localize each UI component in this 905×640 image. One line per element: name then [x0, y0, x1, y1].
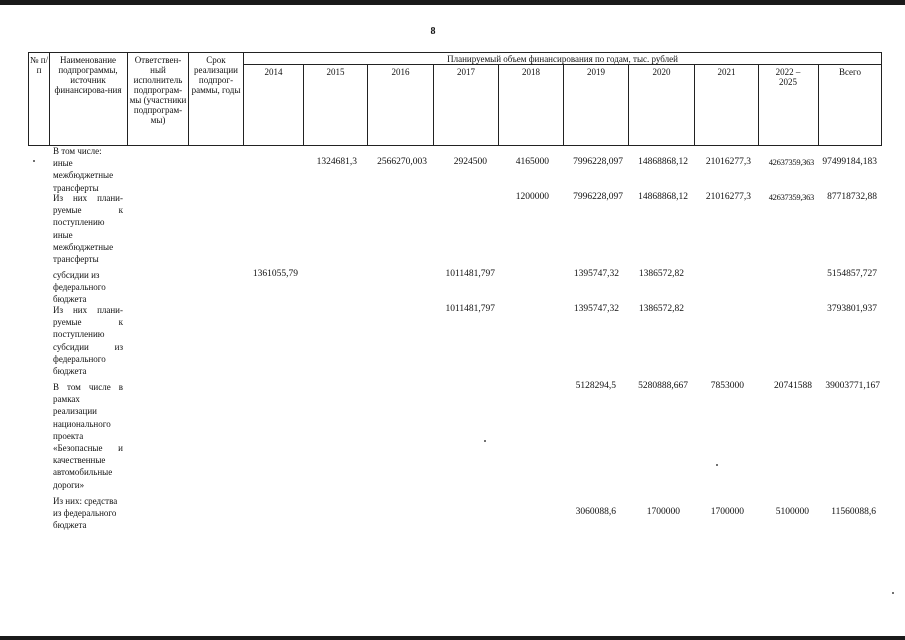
table-cell: 7996228,097	[573, 157, 623, 167]
table-cell: 7853000	[710, 381, 744, 391]
header-period: Срок реализации подпрог-раммы, годы	[191, 55, 241, 95]
page-number: 8	[430, 26, 436, 37]
row-name: В том числе в рамках реализации национального проекта «Безопасные и качественные автомобильные дороги»	[53, 382, 123, 490]
header-volume: Планируемый объем финансирования по годам, тыс. рублей	[447, 54, 678, 64]
header-year: 2014	[264, 67, 283, 77]
table-cell: 1200000	[515, 192, 549, 202]
header-year: 2020	[652, 67, 671, 77]
table-cell: 20741588	[774, 381, 812, 391]
table-cell: 21016277,3	[705, 192, 751, 202]
header-responsible: Ответствен-ный исполнитель подпрограм-мы (участники подпрограм-мы)	[129, 55, 187, 125]
table-cell: 2566270,003	[377, 157, 427, 167]
table-cell: 5100000	[775, 507, 809, 517]
scan-speck	[33, 160, 35, 162]
scan-speck	[892, 592, 894, 594]
table-cell: 4165000	[515, 157, 549, 167]
scan-top-border	[0, 0, 905, 5]
scan-speck	[484, 440, 486, 442]
table-cell: 1700000	[710, 507, 744, 517]
header-year: 2021	[717, 67, 736, 77]
table-cell: 87718732,88	[827, 192, 877, 202]
header-year: 2018	[522, 67, 540, 77]
table-cell: 5154857,727	[827, 269, 877, 279]
table-cell: 7996228,097	[573, 192, 623, 202]
table-cell: 2924500	[453, 157, 487, 167]
header-year: 2016	[391, 67, 410, 77]
table-cell: 1395747,32	[573, 269, 619, 279]
table-cell: 1324681,3	[316, 157, 357, 167]
table-cell: 14868868,12	[638, 157, 688, 167]
table-cell: 97499184,183	[822, 157, 877, 167]
table-cell: 1700000	[646, 507, 680, 517]
scan-bottom-border	[0, 636, 905, 640]
table-cell: 1361055,79	[252, 269, 298, 279]
table-cell: 42637359,363	[768, 192, 814, 202]
header-year: Всего	[838, 67, 862, 77]
scan-speck	[716, 464, 718, 466]
table-cell: 1386572,82	[638, 269, 684, 279]
table-cell: 11560088,6	[831, 507, 876, 517]
header-num: № п/п	[29, 55, 49, 75]
row-name: Из них плани-руемые к поступлению субсидии из федерального бюджета	[53, 305, 123, 377]
table-cell: 3793801,937	[827, 304, 877, 314]
table-cell: 1011481,797	[445, 269, 495, 279]
row-name: В том числе: иные межбюджетные трансферты	[53, 146, 114, 193]
table-cell: 14868868,12	[638, 192, 688, 202]
header-year: 2022 – 2025	[775, 67, 801, 87]
table-cell: 42637359,363	[768, 157, 814, 167]
table-cell: 1395747,32	[573, 304, 619, 314]
row-name: Из них: средства из федерального бюджета	[53, 496, 118, 531]
table-cell: 5280888,667	[638, 381, 688, 391]
row-name: Из них плани-руемые к поступлению иные межбюджетные трансферты	[53, 193, 123, 265]
table-cell: 5128294,5	[575, 381, 616, 391]
row-name: субсидии из федерального бюджета	[53, 270, 106, 305]
table-cell: 21016277,3	[705, 157, 751, 167]
header-year: 2015	[326, 67, 345, 77]
table-cell: 1011481,797	[445, 304, 495, 314]
table-cell: 39003771,167	[825, 381, 880, 391]
table-cell: 3060088,6	[575, 507, 616, 517]
header-year: 2019	[587, 67, 605, 77]
header-name: Наименование подпрограммы, источник финансирова-ния	[54, 55, 122, 95]
table-cell: 1386572,82	[638, 304, 684, 314]
header-year: 2017	[457, 67, 475, 77]
